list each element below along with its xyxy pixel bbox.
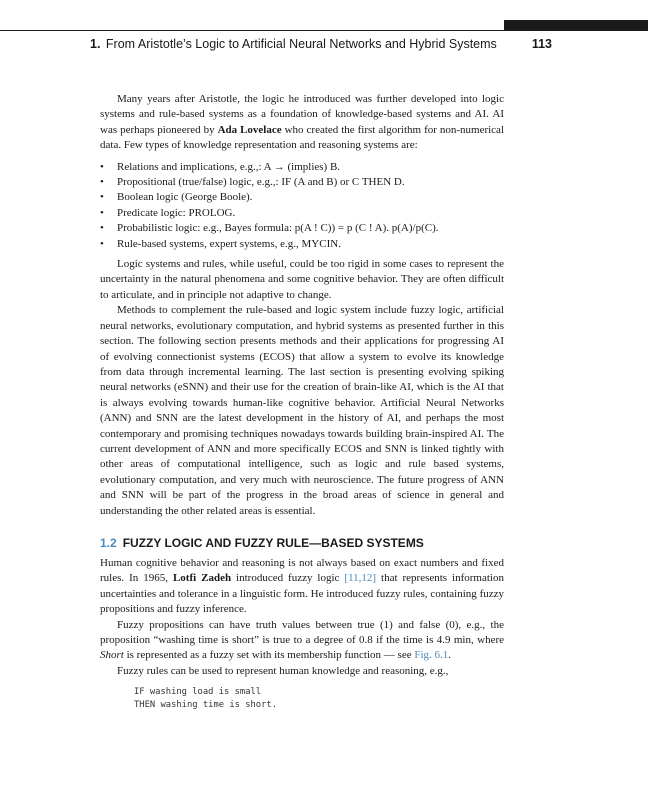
list-item-text: Probabilistic logic: e.g., Bayes formula: p(A ! C)) = p (C ! A). p(A)/p(C).: [117, 222, 439, 235]
bullet-icon: •: [100, 222, 104, 235]
list-item: [100, 221, 504, 236]
knowledge-representation-list: [100, 160, 504, 252]
bullet-icon: •: [100, 191, 104, 204]
fuzzy-rules-paragraph: Fuzzy rules can be used to represent human knowledge and reasoning, e.g.,: [117, 664, 449, 677]
code-line: IF washing load is small: [134, 687, 262, 698]
fuzzy-text-1: Human cognitive behavior and reasoning is not always based on exact numbers and fixed rules. In 1965,: [100, 556, 504, 585]
header-accent-bar: [504, 20, 648, 30]
list-item: [100, 175, 504, 190]
list-item-text: Predicate logic: PROLOG.: [117, 206, 236, 219]
section-title: FUZZY LOGIC AND FUZZY RULE—BASED SYSTEMS: [122, 535, 424, 550]
intro-text-1: Many years after Aristotle, the logic he introduced was further developed into logic systems and rule-based systems as a foundation of knowledge-based systems and AI. AI was perhaps pioneered by: [100, 93, 504, 136]
propositions-text-3: .: [448, 649, 452, 662]
bullet-icon: •: [100, 237, 104, 250]
list-item-text: Relations and implications, e.g.,: A → (implies) B.: [117, 160, 341, 173]
bullet-icon: •: [100, 206, 104, 219]
fuzzy-rule-code-block: [134, 686, 504, 711]
fuzzy-text-3: that represents information uncertainties and tolerance in a linguistic form. He introduced fuzzy rules, containing fuzzy propositions and fuzzy inference.: [100, 572, 504, 616]
citation-link[interactable]: [11,12]: [344, 572, 377, 585]
short-term: Short: [100, 649, 124, 662]
propositions-text-2: is represented as a fuzzy set with its membership function — see: [123, 649, 415, 662]
list-item: [100, 160, 504, 175]
section-number: 1.2: [100, 535, 117, 550]
list-item: [100, 206, 504, 221]
fuzzy-text-2: introduced fuzzy logic: [231, 572, 345, 585]
page-body: [100, 92, 504, 711]
bullet-icon: •: [100, 160, 104, 173]
page-number: 113: [531, 37, 552, 51]
list-item: [100, 237, 504, 252]
propositions-text-1: Fuzzy propositions can have truth values between true (1) and false (0), e.g., the proposition “washing time is short” is true to a degree of 0.8 if the time is 4.9 min, where: [100, 618, 504, 646]
list-item-text: Rule-based systems, expert systems, e.g., MYCIN.: [117, 237, 341, 250]
intro-text-2: who created the first algorithm for non-numerical data. Few types of knowledge representation and reasoning systems are:: [100, 123, 505, 152]
running-head: [90, 37, 552, 51]
fuzzy-intro-paragraph: [100, 556, 504, 618]
list-item-text: Propositional (true/false) logic, e.g.,: IF (A and B) or C THEN D.: [117, 176, 405, 189]
figure-link[interactable]: Fig. 6.1: [414, 649, 449, 662]
chapter-number: 1.: [90, 37, 101, 51]
list-item-text: Boolean logic (George Boole).: [117, 191, 253, 204]
chapter-title: From Aristotle’s Logic to Artificial Neural Networks and Hybrid Systems: [105, 37, 497, 51]
code-line: THEN washing time is short.: [134, 699, 277, 710]
lotfi-zadeh-name: Lotfi Zadeh: [172, 572, 232, 585]
logic-paragraph: Logic systems and rules, while useful, could be too rigid in some cases to represent the uncertainty in the natural phenomena and some cognitive behavior. They are often difficult to articulate, and in principle not adaptive to change.: [100, 258, 504, 301]
section-heading: [100, 535, 504, 551]
fuzzy-propositions-paragraph: [100, 618, 504, 664]
running-head-title-group: [90, 37, 497, 51]
bullet-icon: •: [100, 176, 104, 189]
methods-paragraph: Methods to complement the rule-based and logic system include fuzzy logic, artificial neural networks, evolutionary computation, and hybrid systems as presented further in this section. The following section presents methods and their applications for progressing AI of evolving connectionist systems (ECOS) that allow a system to evolve its knowledge from data through incremental learning. The last section is presenting evolving spiking neural networks (eSNN) and their use for the creation of brain-like AI, which is the AI that is always evolving towards human-like cognitive behavior. Artificial Neural Networks (ANN) and SNN are the latest development in the history of AI, and perhaps the most contemporary and promising techniques nowadays towards building brain-inspired AI. The current development of ANN and more specifically ECOS and SNN is linked tightly with other areas of computational intelligence, such as logic and rule based systems, evolutionary computation, and very much with neuroscience. The future progress of ANN and SNN will be part of the progress in the broad areas of science in general and understanding the other related areas is essential.: [100, 304, 504, 517]
list-item: [100, 190, 504, 205]
ada-lovelace-name: Ada Lovelace: [217, 123, 282, 136]
header-rule: [0, 30, 648, 31]
intro-paragraph: [100, 92, 504, 154]
